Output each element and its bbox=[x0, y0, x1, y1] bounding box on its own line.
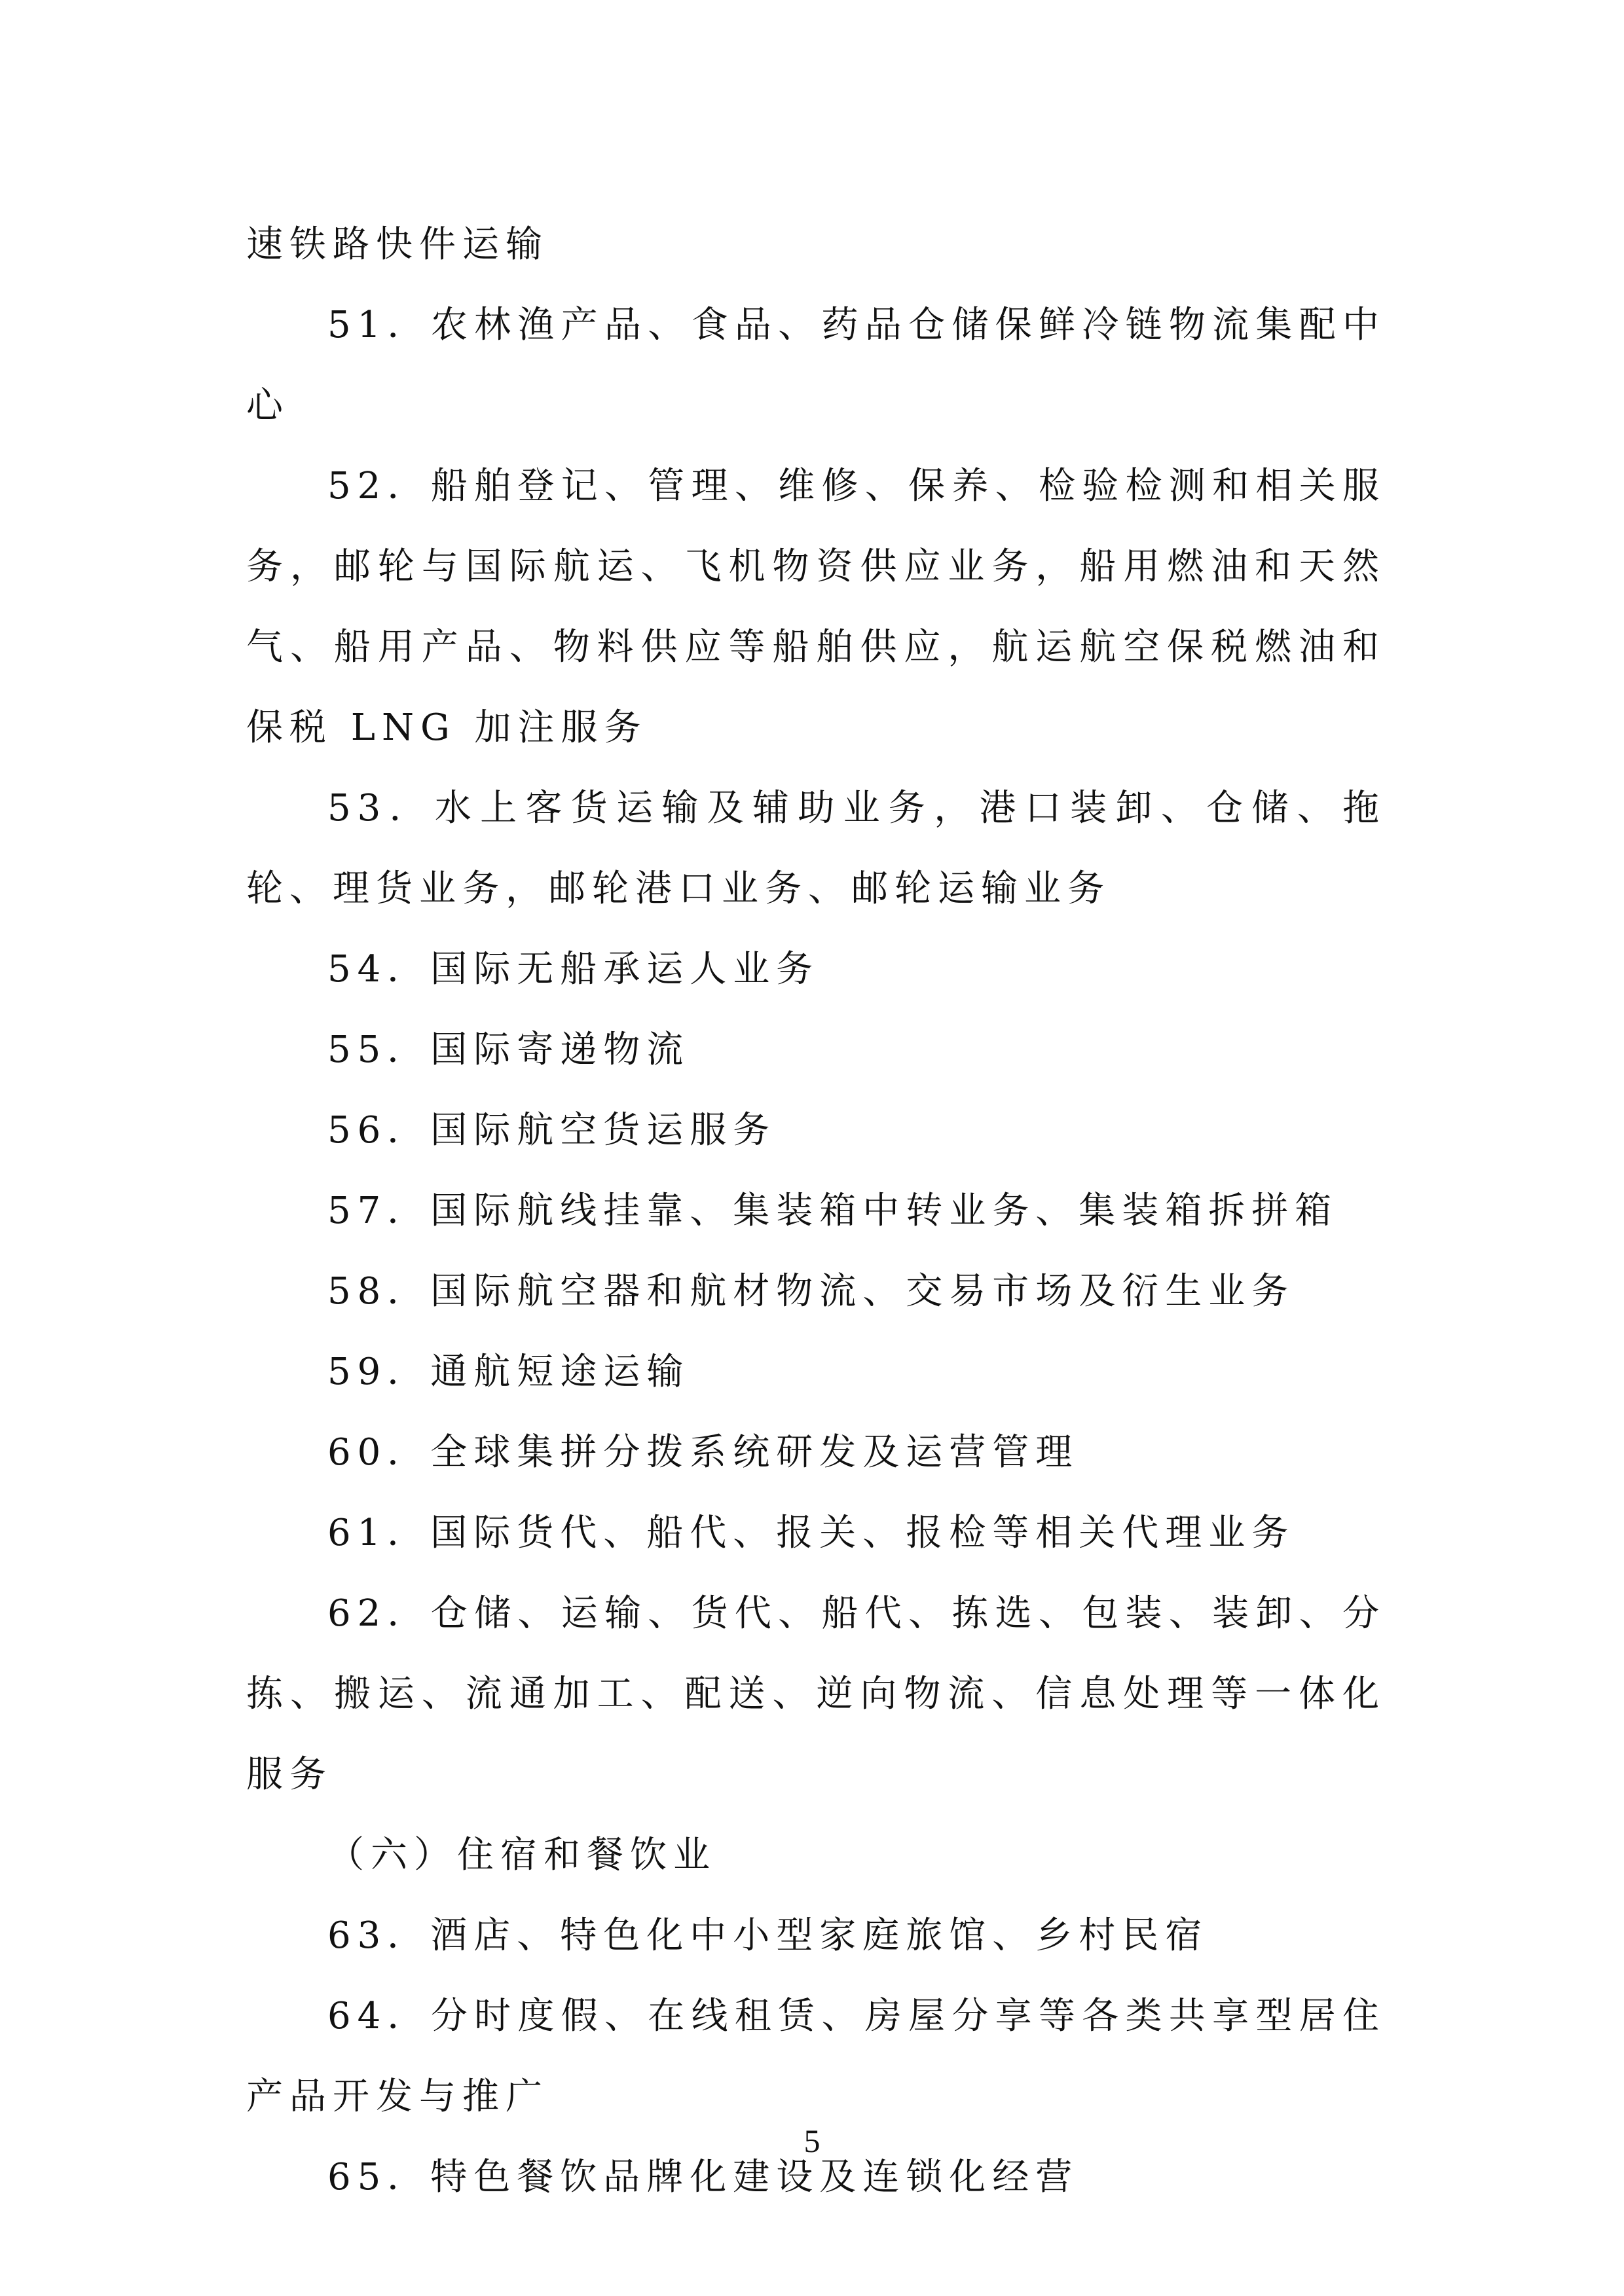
list-item-52: 52．船舶登记、管理、维修、保养、检验检测和相关服务，邮轮与国际航运、飞机物资供应业务，船用燃油和天然气、船用产品、物料供应等船舶供应，航运航空保税燃油和保税 LNG 加注服务 bbox=[246, 465, 1386, 749]
document-body bbox=[246, 204, 1386, 2217]
section-heading: （六）住宿和餐饮业 bbox=[327, 1834, 716, 1876]
list-item-63: 63．酒店、特色化中小型家庭旅馆、乡村民宿 bbox=[327, 1914, 1209, 1957]
list-item-51: 51．农林渔产品、食品、药品仓储保鲜冷链物流集配中心 bbox=[246, 304, 1386, 427]
list-item-56: 56．国际航空货运服务 bbox=[327, 1109, 777, 1152]
list-item-61: 61．国际货代、船代、报关、报检等相关代理业务 bbox=[327, 1512, 1295, 1554]
page-number: 5 bbox=[803, 2123, 821, 2159]
list-item-59: 59．通航短途运输 bbox=[327, 1351, 690, 1393]
list-item-55: 55．国际寄递物流 bbox=[327, 1029, 690, 1071]
list-item-62: 62．仓储、运输、货代、船代、拣选、包装、装卸、分拣、搬运、流通加工、配送、逆向物流、信息处理等一体化服务 bbox=[246, 1592, 1386, 1796]
list-item-57: 57．国际航线挂靠、集装箱中转业务、集装箱拆拼箱 bbox=[327, 1190, 1338, 1232]
paragraph-continuation: 速铁路快件运输 bbox=[246, 223, 549, 266]
list-item-65: 65．特色餐饮品牌化建设及连锁化经营 bbox=[327, 2156, 1079, 2198]
list-item-64: 64．分时度假、在线租赁、房屋分享等各类共享型居住产品开发与推广 bbox=[246, 1995, 1386, 2118]
list-item-54: 54．国际无船承运人业务 bbox=[327, 948, 820, 991]
list-item-53: 53．水上客货运输及辅助业务，港口装卸、仓储、拖轮、理货业务，邮轮港口业务、邮轮运输业务 bbox=[246, 787, 1386, 910]
list-item-58: 58．国际航空器和航材物流、交易市场及衍生业务 bbox=[327, 1270, 1295, 1313]
list-item-60: 60．全球集拼分拨系统研发及运营管理 bbox=[327, 1431, 1079, 1474]
